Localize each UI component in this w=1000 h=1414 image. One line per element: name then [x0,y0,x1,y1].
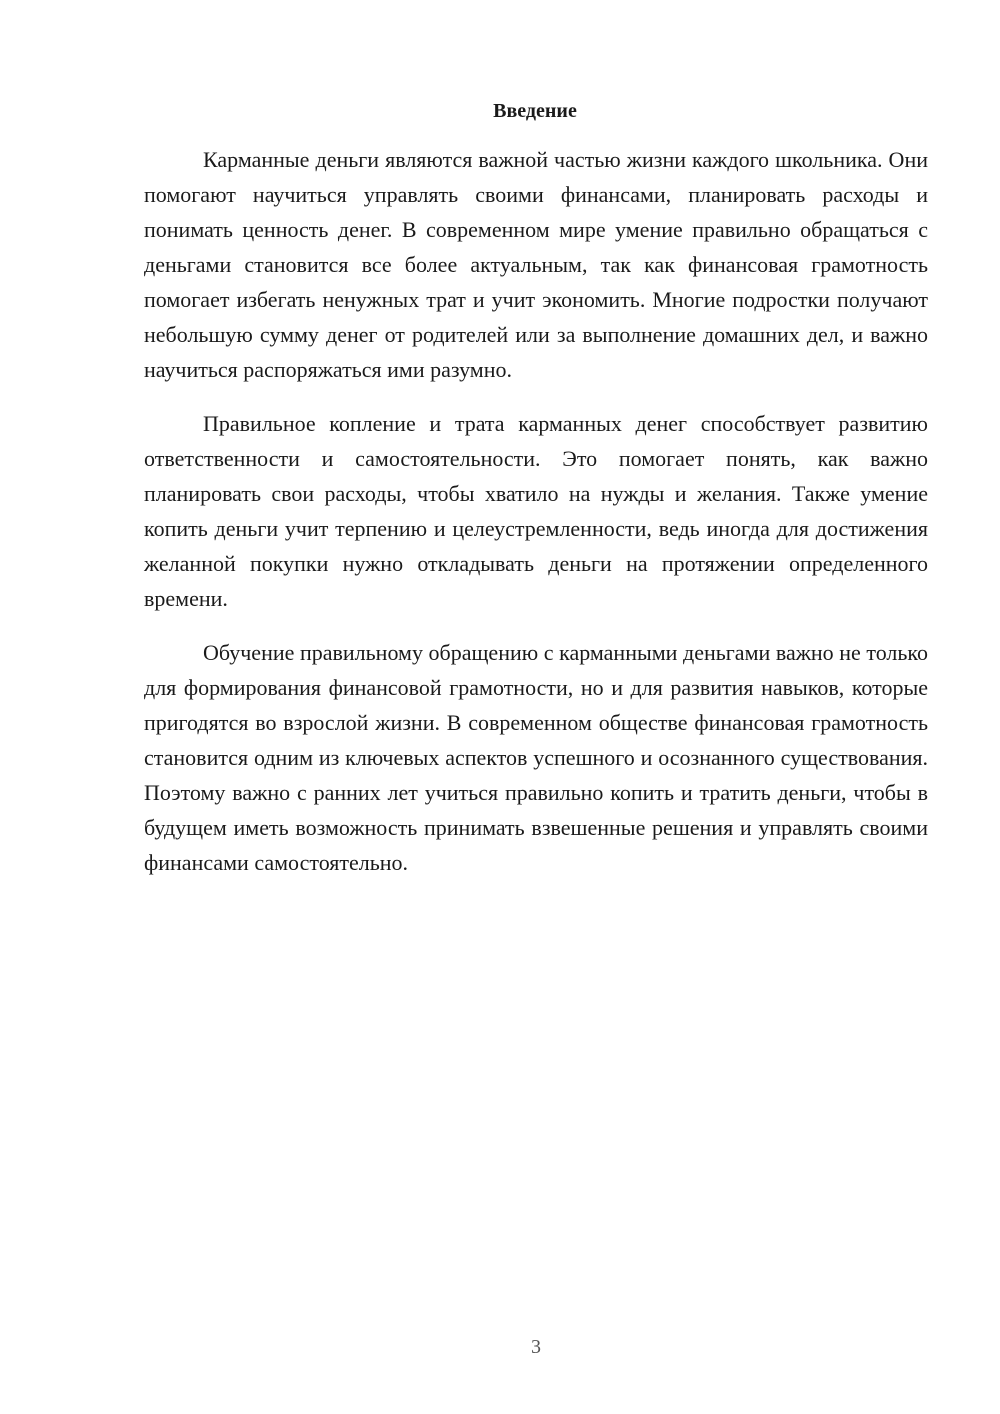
page-number: 3 [531,1336,541,1358]
paragraph: Правильное копление и трата карманных денег способствует развитию ответственности и самостоятельности. Это помогает понять, как важно планировать свои расходы, чтобы хватило на нужды и желания. Также умение копить деньги учит терпению и целеустремленности, ведь иногда для достижения желанной покупки нужно откладывать деньги на протяжении определенного времени. [144,411,928,611]
paragraph: Карманные деньги являются важной частью жизни каждого школьника. Они помогают научиться управлять своими финансами, планировать расходы и понимать ценность денег. В современном мире умение правильно обращаться с деньгами становится все более актуальным, так как финансовая грамотность помогает избегать ненужных трат и учит экономить. Многие подростки получают небольшую сумму денег от родителей или за выполнение домашних дел, и важно научиться распоряжаться ими разумно. [144,147,928,382]
section-heading: Введение [493,100,577,122]
paragraph: Обучение правильному обращению с карманными деньгами важно не только для формирования финансовой грамотности, но и для развития навыков, которые пригодятся во взрослой жизни. В современном обществе финансовая грамотность становится одним из ключевых аспектов успешного и осознанного существования. Поэтому важно с ранних лет учиться правильно копить и тратить деньги, чтобы в будущем иметь возможность принимать взвешенные решения и управлять своими финансами самостоятельно. [144,640,928,875]
body-text [144,142,928,899]
